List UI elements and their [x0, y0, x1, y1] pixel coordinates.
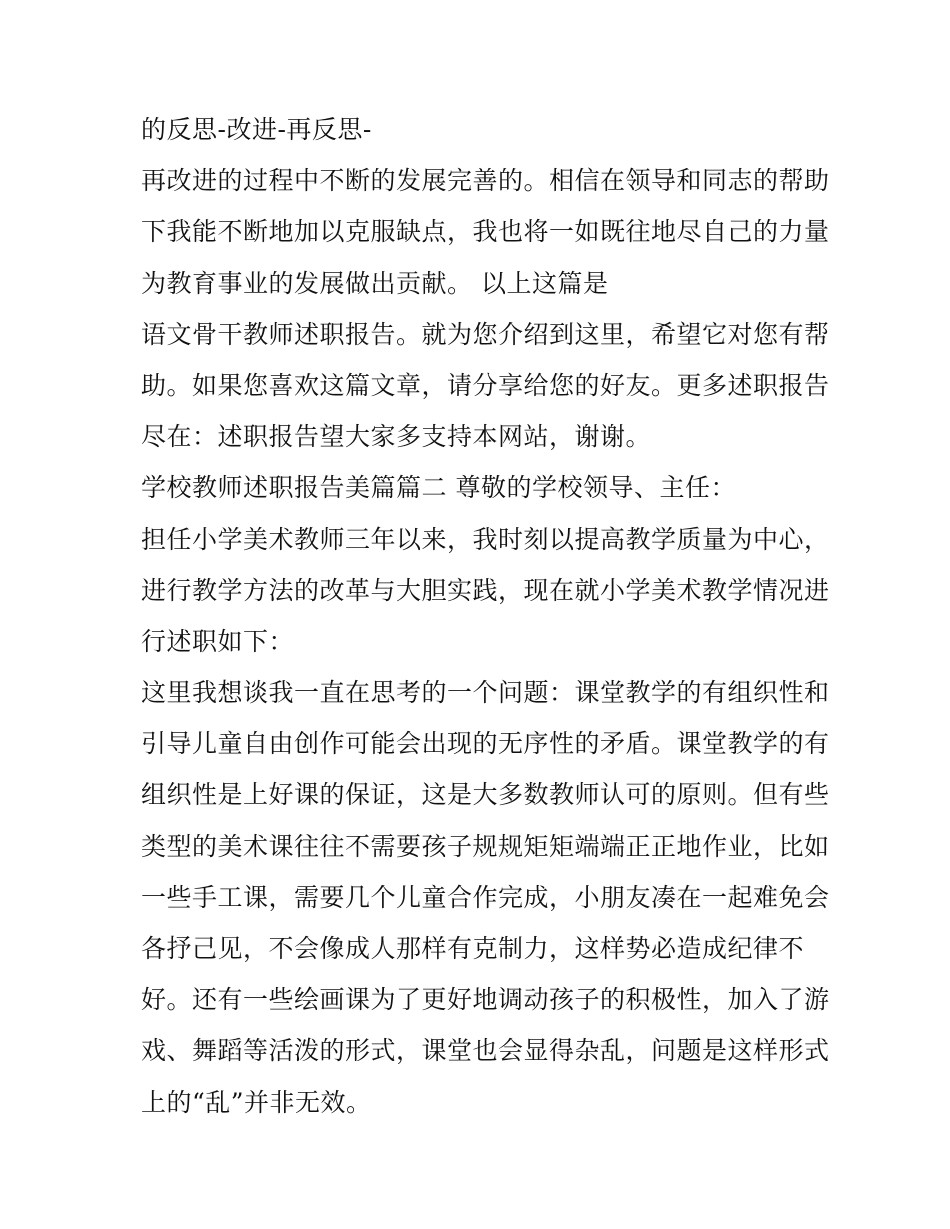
text-line: 组织性是上好课的保证，这是大多数教师认可的原则。但有些 [141, 780, 830, 810]
text-line: 再改进的过程中不断的发展完善的。相信在领导和同志的帮助 [141, 166, 830, 196]
text-line: 的反思-改进-再反思- [141, 115, 372, 144]
text-line: 戏、舞蹈等活泼的形式，课堂也会显得杂乱，问题是这样形式 [141, 1036, 830, 1066]
text-line: 担任小学美术教师三年以来，我时刻以提高教学质量为中心， [141, 524, 830, 554]
text-line: 为教育事业的发展做出贡献。 以上这篇是 [141, 268, 609, 298]
text-line: 类型的美术课往往不需要孩子规规矩矩端端正正地作业，比如 [141, 831, 830, 861]
text-line: 上的“乱”并非无效。 [141, 1087, 372, 1117]
text-line: 一些手工课，需要几个儿童合作完成，小朋友凑在一起难免会 [141, 882, 830, 912]
text-line: 下我能不断地加以克服缺点，我也将一如既往地尽自己的力量 [141, 217, 830, 247]
body-text [141, 104, 830, 1128]
text-line: 引导儿童自由创作可能会出现的无序性的矛盾。课堂教学的有 [141, 729, 830, 759]
text-line: 各抒己见，不会像成人那样有克制力，这样势必造成纪律不 [141, 934, 805, 963]
text-line: 进行教学方法的改革与大胆实践，现在就小学美术教学情况进 [141, 575, 830, 605]
text-line: 学校教师述职报告美篇篇二 尊敬的学校领导、主任： [141, 473, 736, 503]
text-line: 尽在：述职报告望大家多支持本网站，谢谢。 [141, 422, 652, 452]
text-line: 语文骨干教师述职报告。就为您介绍到这里，希望它对您有帮 [141, 319, 830, 349]
text-line: 好。还有一些绘画课为了更好地调动孩子的积极性，加入了游 [141, 985, 830, 1015]
text-line: 助。如果您喜欢这篇文章，请分享给您的好友。更多述职报告 [141, 370, 830, 400]
text-line: 这里我想谈我一直在思考的一个问题：课堂教学的有组织性和 [141, 678, 830, 708]
text-line: 行述职如下： [141, 626, 295, 656]
